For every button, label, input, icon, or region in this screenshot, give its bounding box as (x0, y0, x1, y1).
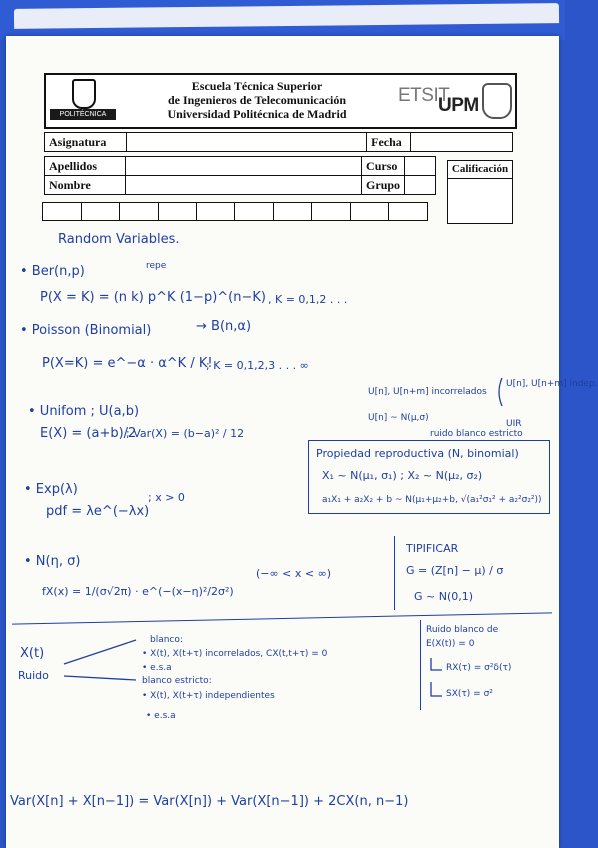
exp-pdf: pdf = λe^(−λx) (46, 504, 150, 519)
tipificar-formula: G = (Z[n] − μ) / σ (406, 564, 504, 577)
tipificar-dist: G ~ N(0,1) (414, 590, 474, 603)
school-line-1: Escuela Técnica Superior (191, 79, 323, 93)
sx-arrow (431, 682, 442, 696)
u-normal-note: U[n] ~ N(μ,σ) (368, 413, 429, 423)
fecha-label: Fecha (367, 133, 411, 152)
xt-label: X(t) (20, 646, 45, 661)
curso-label: Curso (362, 157, 405, 176)
tipificar-title: TIPIFICAR (406, 542, 459, 555)
poisson-formula: P(X=K) = e^−α · α^K / K! (42, 356, 213, 371)
normal-pdf: fX(x) = 1/(σ√2π) · e^(−(x−η)²/2σ²) (42, 585, 234, 598)
poisson-range: ; K = 0,1,2,3 . . . ∞ (206, 359, 309, 372)
exp-title: • Exp(λ) (24, 482, 78, 497)
ruido-branch-upper (64, 640, 136, 664)
ber-title: • Ber(n,p) (20, 264, 85, 279)
uniform-mean: E(X) = (a+b)/2 (40, 426, 137, 441)
school-line-2: de Ingenieros de Telecomunicación (167, 93, 347, 107)
white-noise-mean: E(X(t)) = 0 (426, 639, 475, 649)
etsit-logo-text: ETSIT (398, 85, 450, 106)
uncorrelated-note: U[n], U[n+m] incorrelados (368, 387, 487, 397)
upm-logo-text: UPM (438, 95, 479, 116)
indep-brace (499, 378, 502, 406)
prop-title: Propiedad reproductiva (N, binomial) (316, 447, 519, 460)
logo-left-text: POLITÉCNICA (50, 109, 116, 120)
white-noise-rx: RX(τ) = σ²δ(τ) (446, 663, 512, 673)
ber-repe-note: repe (146, 261, 167, 271)
apellidos-label: Apellidos (45, 157, 126, 176)
ber-formula: P(X = K) = (n k) p^K (1−p)^(n−K) (40, 290, 266, 305)
uir-note: UIR (506, 419, 522, 429)
poisson-arrow: → B(n,α) (196, 319, 252, 334)
asignatura-label: Asignatura (45, 133, 127, 152)
exam-sheet (6, 36, 598, 848)
grupo-label: Grupo (362, 176, 405, 195)
blanco-label: blanco: (150, 635, 183, 645)
estricto-label: blanco estricto: (142, 676, 212, 686)
poisson-title: • Poisson (Binomial) (20, 323, 152, 338)
uniform-var: ; Var(X) = (b−a)² / 12 (126, 427, 245, 440)
strict-noise-note: ruido blanco estricto (430, 429, 523, 439)
hand-strokes (6, 36, 559, 848)
normal-range: (−∞ < x < ∞) (256, 567, 332, 580)
uniform-title: • Unifom ; U(a,b) (28, 404, 140, 419)
ber-range: , K = 0,1,2 . . . (268, 293, 348, 306)
exp-range: ; x > 0 (148, 491, 185, 504)
variance-formula: Var(X[n] + X[n−1]) = Var(X[n]) + Var(X[n−1]) + 2CX(n, n−1) (10, 794, 409, 809)
ruido-branch-lower (64, 676, 136, 680)
notes-title: Random Variables. (58, 232, 180, 247)
estricto-item-2: • e.s.a (146, 711, 176, 721)
prop-line-2: a₁X₁ + a₂X₂ + b ~ N(μ₁+μ₂+b, √(a₁²σ₁² + a₂²σ₂²)) (322, 495, 542, 505)
school-line-3: Universidad Politécnica de Madrid (167, 107, 347, 121)
prop-line-1: X₁ ~ N(μ₁, σ₁) ; X₂ ~ N(μ₂, σ₂) (322, 469, 483, 482)
blanco-item-2: • e.s.a (142, 663, 172, 673)
ruido-label: Ruido (18, 669, 49, 682)
white-noise-sx: SX(τ) = σ² (446, 689, 493, 699)
white-noise-title: Ruido blanco de (426, 625, 499, 635)
calificacion-label: Calificación (448, 163, 512, 179)
blanco-item-1: • X(t), X(t+τ) incorrelados, CX(t,t+τ) = 0 (142, 649, 328, 659)
normal-title: • N(η, σ) (24, 554, 81, 569)
rx-arrow (431, 658, 442, 670)
estricto-item-1: • X(t), X(t+τ) independientes (142, 691, 275, 701)
nombre-label: Nombre (45, 176, 126, 195)
indep-bracket-note: U[n], U[n+m] indep. (506, 379, 598, 389)
